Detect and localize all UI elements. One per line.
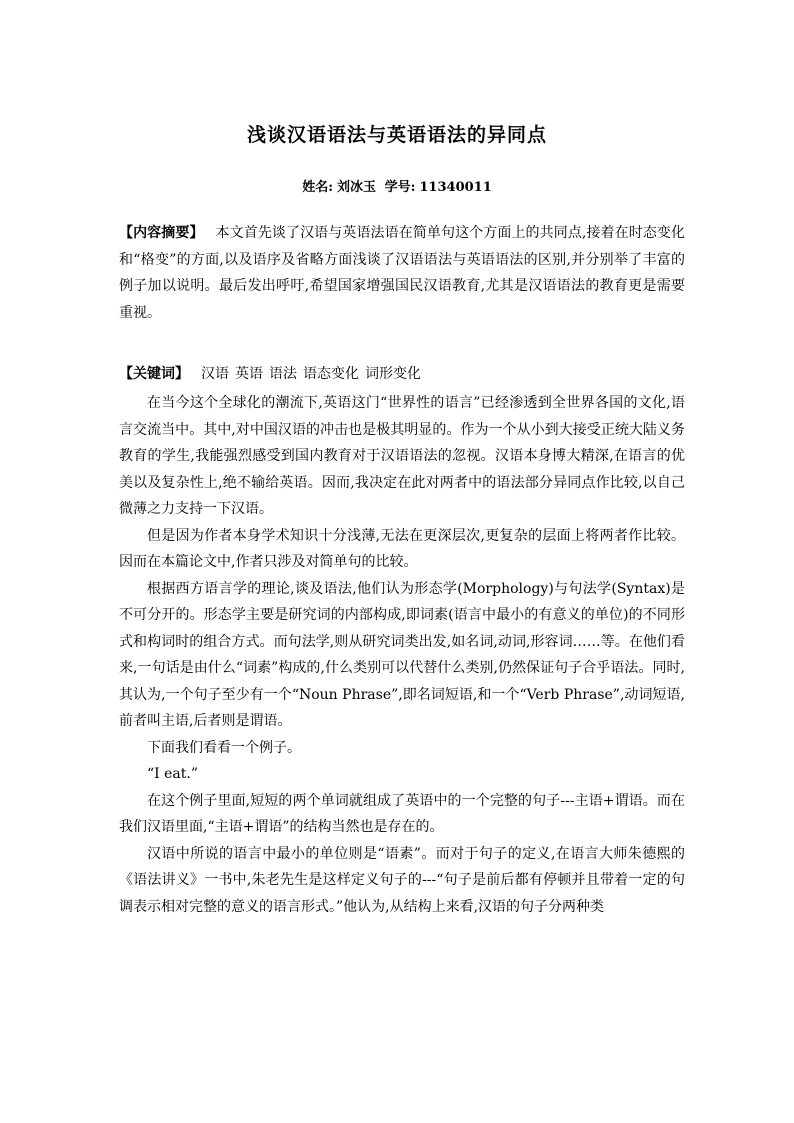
- body-paragraph: 根据西方语言学的理论,谈及语法,他们认为形态学(Morphology)与句法学(Syntax)是不可分开的。形态学主要是研究词的内部构成,即词素(语言中最小的有意义的单位)的不同形式和构词时的组合方式。而句法学,则从研究词类出发,如名词,动词,形容词……等。在他们看来,一句话是由什么“词素”构成的,什么类别可以代替什么类别,仍然保证句子合乎语法。同时,其认为,一个句子至少有一个“Noun Phrase”,即名词短语,和一个“Verb Phrase”,动词短语,前者叫主语,后者则是谓语。: [119, 580, 685, 729]
- body-paragraph: 汉语中所说的语言中最小的单位则是“语素”。而对于句子的定义,在语言大师朱德熙的《语法讲义》一书中,朱老先生是这样定义句子的---“句子是前后都有停顿并且带着一定的句调表示相对完整的意义的语言形式。”他认为,从结构上来看,汉语的句子分两种类: [119, 845, 685, 915]
- example-sentence: “I eat.”: [147, 766, 199, 782]
- keyword: 汉语: [201, 366, 229, 382]
- author-line: [0, 176, 794, 195]
- body-paragraph: 在这个例子里面,短短的两个单词就组成了英语中的一个完整的句子---主语+谓语。而在我们汉语里面,“主语+谓语”的结构当然也是存在的。: [119, 792, 685, 835]
- student-id-label: 学号:: [384, 180, 416, 195]
- keyword: 英语: [235, 366, 263, 382]
- author-label: 姓名:: [302, 180, 334, 195]
- keyword: 语法: [269, 366, 297, 382]
- body-paragraph: 下面我们看看一个例子。: [147, 739, 301, 756]
- abstract-section: [119, 220, 685, 326]
- keyword: 词形变化: [365, 366, 421, 382]
- body-text: [119, 390, 685, 920]
- student-id: 11340011: [419, 180, 492, 195]
- body-paragraph: 但是因为作者本身学术知识十分浅薄,无法在更深层次,更复杂的层面上将两者作比较。因而在本篇论文中,作者只涉及对简单句的比较。: [119, 527, 685, 570]
- keyword: 语态变化: [303, 366, 359, 382]
- body-paragraph: 在当今这个全球化的潮流下,英语这门“世界性的语言”已经渗透到全世界各国的文化,语言交流当中。其中,对中国汉语的冲击也是极其明显的。作为一个从小到大接受正统大陆义务教育的学生,我能强烈感受到国内教育对于汉语语法的忽视。汉语本身博大精深,在语言的优美以及复杂性上,绝不输给英语。因而,我决定在此对两者中的语法部分异同点作比较,以自己微薄之力支持一下汉语。: [119, 395, 685, 517]
- abstract-text: 本文首先谈了汉语与英语法语在简单句这个方面上的共同点,接着在时态变化和“格变”的方面,以及语序及省略方面浅谈了汉语语法与英语语法的区别,并分别举了丰富的例子加以说明。最后发出呼吁,希望国家增强国民汉语教育,尤其是汉语语法的教育更是需要重视。: [119, 225, 685, 321]
- author-name: 刘冰玉: [337, 180, 377, 195]
- keywords-label: 【关键词】: [119, 366, 189, 382]
- abstract-label: 【内容摘要】: [119, 225, 204, 241]
- document-title: 浅谈汉语语法与英语语法的异同点: [246, 124, 547, 146]
- keywords-section: [119, 361, 685, 388]
